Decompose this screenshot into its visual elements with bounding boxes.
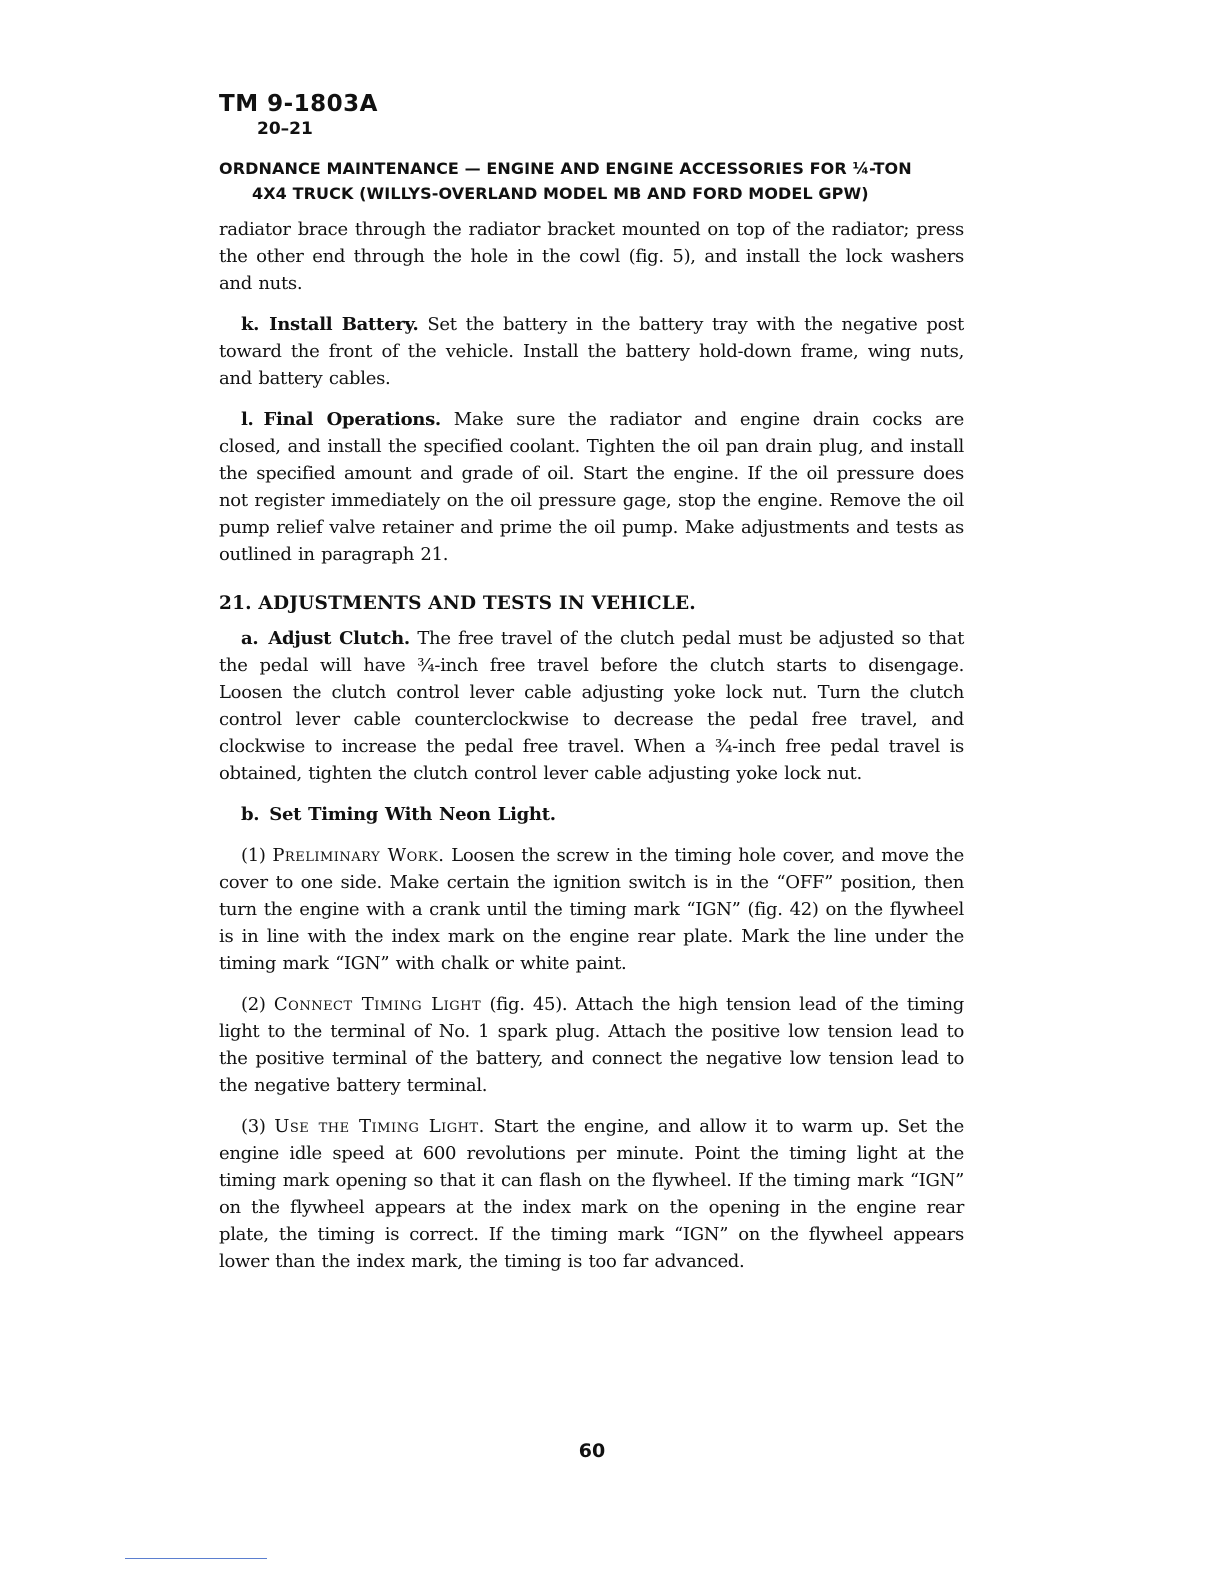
paragraph-l (219, 406, 964, 568)
continuation-paragraph: radiator brace through the radiator bracket mounted on top of the radiator; press the other end through the hole in the cowl (fig. 5), and install the lock washers and nuts. (219, 219, 964, 294)
subparagraph-1-number: (1) (241, 845, 266, 866)
subparagraph-1-title: Preliminary Work. (272, 845, 445, 866)
subparagraph-2-text: (fig. 45). Attach the high tension lead of the timing light to the terminal of No. 1 spark plug. Attach the positive low tension lead to the positive terminal of the battery, and connect the negative low tension lead to the negative battery terminal. (219, 994, 965, 1096)
paragraph-l-title: Final Operations. (263, 409, 441, 430)
paragraph-k-title: Install Battery. (269, 314, 419, 335)
paragraph-k-text: Set the battery in the battery tray with the negative post toward the front of the vehicle. Install the battery hold-down frame, wing nuts, and battery cables. (219, 314, 964, 389)
paragraph-a-letter: a. (241, 628, 259, 649)
subparagraph-2-title: Connect Timing Light (273, 994, 482, 1015)
manual-page (219, 90, 964, 1289)
subparagraph-1-text: Loosen the screw in the timing hole cover, and move the cover to one side. Make certain the ignition switch is in the “OFF” position, then turn the engine with a crank until the timing mark “IGN” (fig. 42) on the flywheel is in line with the index mark on the engine rear plate. Mark the line under the timing mark “IGN” with chalk or white paint. (219, 845, 964, 974)
subparagraph-3-title: Use the Timing Light. (274, 1116, 485, 1137)
subparagraph-2 (219, 991, 964, 1099)
running-title-line-1: ORDNANCE MAINTENANCE — ENGINE AND ENGINE ACCESSORIES FOR ¼-TON (219, 159, 912, 178)
subparagraph-3-number: (3) (241, 1116, 266, 1137)
subparagraph-3 (219, 1113, 964, 1275)
paragraph-a-title: Adjust Clutch. (268, 628, 410, 649)
running-title-line-2: 4X4 TRUCK (WILLYS-OVERLAND MODEL MB AND FORD MODEL GPW) (252, 184, 869, 203)
paragraph-b (219, 801, 964, 828)
paragraph-l-letter: l. (241, 409, 254, 430)
paragraph-a-text: The free travel of the clutch pedal must be adjusted so that the pedal will have ¾-inch free travel before the clutch starts to disengage. Loosen the clutch control lever cable adjusting yoke lock nut. Turn the clutch control lever cable counterclockwise to decrease the pedal free travel, and clockwise to increase the pedal free travel. When a ¾-inch free pedal travel is obtained, tighten the clutch control lever cable adjusting yoke lock nut. (219, 628, 965, 784)
paragraph-k-letter: k. (241, 314, 260, 335)
subparagraph-2-number: (2) (241, 994, 266, 1015)
paragraph-b-letter: b. (241, 804, 260, 825)
paragraph-a (219, 625, 964, 787)
subparagraph-1 (219, 842, 964, 977)
paragraph-b-title: Set Timing With Neon Light. (269, 804, 556, 825)
running-title (219, 156, 964, 206)
subparagraph-3-text: Start the engine, and allow it to warm up. Set the engine idle speed at 600 revolutions per minute. Point the timing light at the timing mark opening so that it can flash on the flywheel. If the timing mark “IGN” on the flywheel appears at the index mark on the opening in the engine rear plate, the timing is correct. If the timing mark “IGN” on the flywheel appears lower than the index mark, the timing is too far advanced. (219, 1116, 965, 1272)
scan-artifact-line (125, 1558, 267, 1559)
paragraph-k (219, 311, 964, 392)
technical-manual-number: TM 9-1803A (219, 91, 378, 117)
page-number: 60 (578, 1440, 606, 1462)
section-21-heading: 21. ADJUSTMENTS AND TESTS IN VEHICLE. (219, 593, 696, 614)
paragraph-range: 20–21 (257, 119, 313, 139)
paragraph-l-text: Make sure the radiator and engine drain cocks are closed, and install the specified coolant. Tighten the oil pan drain plug, and install the specified amount and grade of oil. Start the engine. If the oil pressure does not register immediately on the oil pressure gage, stop the engine. Remove the oil pump relief valve retainer and prime the oil pump. Make adjustments and tests as outlined in paragraph 21. (219, 409, 964, 565)
